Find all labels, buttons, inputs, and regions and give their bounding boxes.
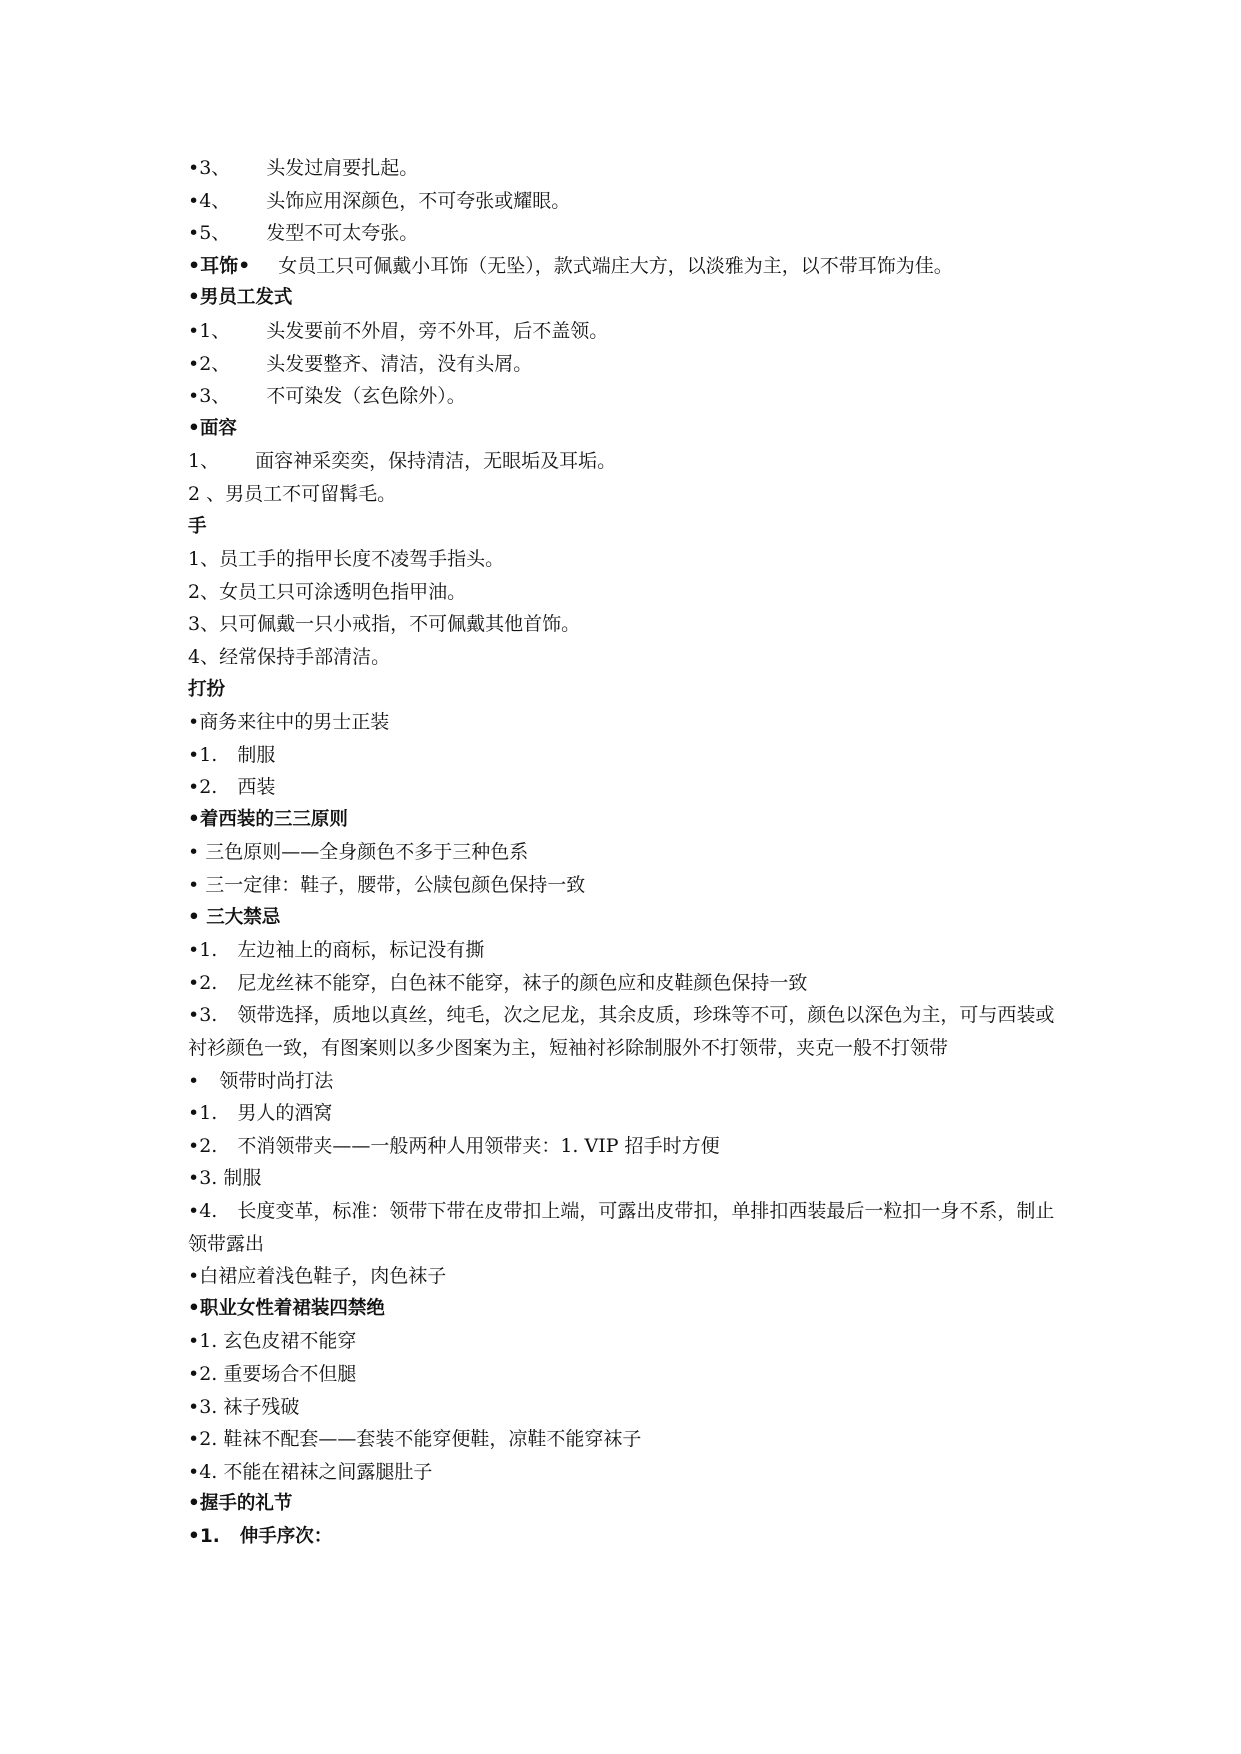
text-line [188, 869, 1068, 902]
text-line [188, 641, 1068, 674]
text-line [188, 1423, 1068, 1456]
text-line [188, 576, 1068, 609]
line-prefix: 1、 [188, 450, 220, 473]
text-line [188, 902, 1068, 935]
line-text: •握手的礼节 [188, 1493, 293, 1515]
line-prefix: •5、 [188, 222, 231, 245]
line-prefix: •耳饰• [188, 254, 251, 277]
line-text: •3. 袜子残破 [188, 1395, 300, 1418]
text-line [188, 1293, 1068, 1326]
text-line [188, 1391, 1068, 1424]
line-text: 面容神采奕奕，保持清洁，无眼垢及耳垢。 [255, 450, 617, 473]
text-line [188, 445, 1068, 478]
text-line [188, 999, 1068, 1064]
line-text: • 三大禁忌 [188, 906, 281, 928]
line-prefix: •1. [188, 743, 218, 766]
line-text: 1、员工手的指甲长度不凌驾手指头。 [188, 548, 505, 571]
line-text: 领带时尚打法 [219, 1069, 334, 1092]
line-text: 发型不可太夸张。 [266, 222, 419, 245]
document-page [188, 152, 1068, 1554]
line-text: 西装 [237, 776, 276, 799]
line-text: 头饰应用深颜色，不可夸张或耀眼。 [266, 189, 571, 212]
line-text: • 三色原则——全身颜色不多于三种色系 [188, 841, 529, 864]
text-line [188, 1065, 1068, 1098]
line-text: 不可染发（玄色除外）。 [266, 385, 466, 408]
line-prefix: •2、 [188, 352, 231, 375]
text-line [188, 152, 1068, 185]
text-line [188, 674, 1068, 707]
text-line [188, 511, 1068, 544]
text-line [188, 348, 1068, 381]
line-text: 头发要前不外眉，旁不外耳，后不盖领。 [266, 319, 609, 342]
text-line [188, 967, 1068, 1000]
line-text: •面容 [188, 417, 237, 439]
line-text: •白裙应着浅色鞋子，肉色袜子 [188, 1265, 447, 1288]
line-prefix: •1. [188, 1102, 218, 1125]
line-text: 男人的酒窝 [237, 1102, 333, 1125]
line-text: 头发要整齐、清洁，没有头屑。 [266, 352, 533, 375]
text-line [188, 1488, 1068, 1521]
line-text: 打扮 [188, 678, 226, 700]
text-line [188, 934, 1068, 967]
line-text: •着西装的三三原则 [188, 808, 348, 830]
line-text: 长度变革，标准：领带下带在皮带扣上端，可露出皮带扣，单排扣西装最后一粒扣一身不系，制止领带露出 [188, 1200, 1055, 1255]
line-prefix: •4、 [188, 189, 231, 212]
text-line [188, 1521, 1068, 1554]
text-line [188, 250, 1068, 283]
line-prefix: •3. [188, 1004, 218, 1027]
line-text: 2 、男员工不可留髯毛。 [188, 482, 397, 505]
line-prefix: •2. [188, 776, 218, 799]
text-line [188, 1358, 1068, 1391]
text-line [188, 1456, 1068, 1489]
text-line [188, 739, 1068, 772]
text-line [188, 836, 1068, 869]
line-text: •4. 不能在裙袜之间露腿肚子 [188, 1460, 433, 1483]
text-line [188, 608, 1068, 641]
line-text: 4、经常保持手部清洁。 [188, 645, 391, 668]
line-text: 手 [188, 515, 207, 537]
text-line [188, 185, 1068, 218]
line-text: 伸手序次： [239, 1525, 333, 1547]
text-line [188, 1195, 1068, 1260]
line-text: •商务来往中的男士正装 [188, 711, 390, 734]
text-line [188, 706, 1068, 739]
line-text: 女员工只可佩戴小耳饰（无坠），款式端庄大方，以淡雅为主，以不带耳饰为佳。 [278, 254, 953, 277]
line-text: 制服 [237, 743, 276, 766]
text-line [188, 413, 1068, 446]
line-text: •职业女性着裙装四禁绝 [188, 1297, 385, 1319]
line-prefix: •3、 [188, 385, 231, 408]
line-text: •2. 重要场合不但腿 [188, 1362, 357, 1385]
text-line [188, 1325, 1068, 1358]
line-text: 领带选择，质地以真丝，纯毛，次之尼龙，其余皮质，珍珠等不可，颜色以深色为主，可与西装或衬衫颜色一致，有图案则以多少图案为主，短袖衬衫除制服外不打领带，夹克一般不打领带 [188, 1004, 1055, 1060]
line-text: •1. 玄色皮裙不能穿 [188, 1330, 357, 1353]
line-text: 不消领带夹——一般两种人用领带夹：1. VIP 招手时方便 [237, 1134, 720, 1157]
line-prefix: • [188, 1069, 200, 1092]
text-line [188, 1130, 1068, 1163]
text-line [188, 771, 1068, 804]
text-line [188, 380, 1068, 413]
line-text: • 三一定律：鞋子，腰带，公牍包颜色保持一致 [188, 874, 586, 897]
text-line [188, 217, 1068, 250]
line-prefix: •2. [188, 971, 218, 994]
line-prefix: •1、 [188, 319, 231, 342]
line-text: 头发过肩要扎起。 [266, 157, 419, 179]
text-line [188, 1097, 1068, 1130]
text-line [188, 282, 1068, 315]
line-text: •男员工发式 [188, 287, 293, 309]
text-line [188, 478, 1068, 511]
line-text: 3、只可佩戴一只小戒指，不可佩戴其他首饰。 [188, 613, 581, 636]
line-prefix: •4. [188, 1200, 218, 1222]
text-line [188, 804, 1068, 837]
text-line [188, 315, 1068, 348]
line-text: 尼龙丝袜不能穿，白色袜不能穿，袜子的颜色应和皮鞋颜色保持一致 [237, 971, 808, 994]
line-text: 左边袖上的商标，标记没有撕 [237, 939, 485, 962]
line-prefix: •2. [188, 1134, 218, 1157]
line-prefix: •1. [188, 939, 218, 962]
line-prefix: •3、 [188, 157, 231, 179]
text-line [188, 1260, 1068, 1293]
line-text: •3. 制服 [188, 1167, 262, 1190]
text-line [188, 543, 1068, 576]
line-prefix: •1. [188, 1525, 220, 1547]
line-text: •2. 鞋袜不配套——套装不能穿便鞋，凉鞋不能穿袜子 [188, 1428, 642, 1451]
text-line [188, 1162, 1068, 1195]
line-text: 2、女员工只可涂透明色指甲油。 [188, 580, 467, 603]
